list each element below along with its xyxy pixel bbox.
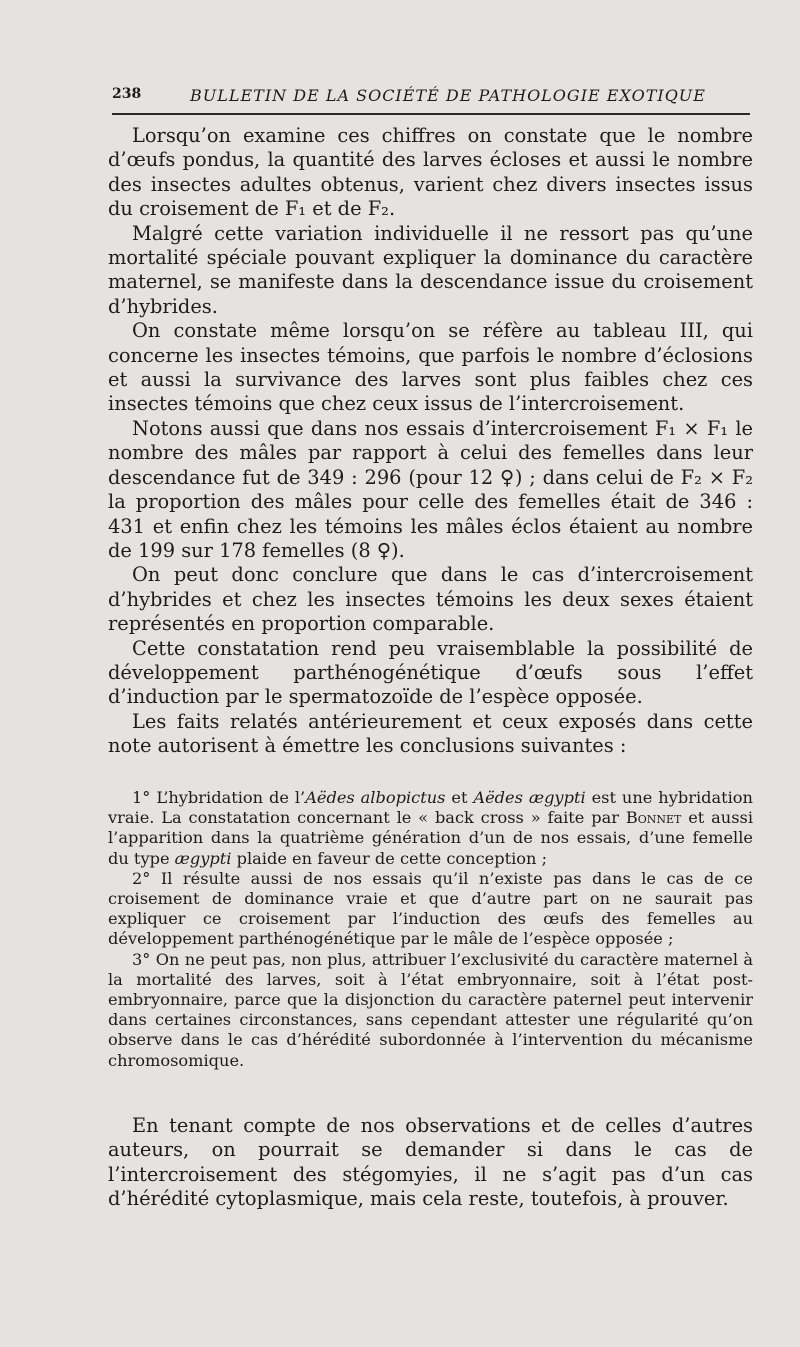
paragraph-8: En tenant compte de nos observations et de celles d’autres auteurs, on pourrait se demander si dans le cas de l’intercroisement des stégomyies, il ne s’agit pas d’un cas d’hérédité cytoplasmique, mais cela reste, toutefois, à prouver. (108, 1114, 753, 1211)
conclusion-3: 3° On ne peut pas, non plus, attribuer l’exclusivité du caractère maternel à la mortalité des larves, soit à l’état embryonnaire, soit à l’état post-embryonnaire, parce que la disjonction du caractère paternel peut intervenir dans certaines circonstances, sans cependant attester une régularité qu’on observe dans le cas d’hérédité subordonnée à l’intervention du mécanisme chromosomique. (108, 949, 753, 1070)
page-header (112, 80, 752, 110)
conclusion-1-number: 1° (132, 788, 151, 807)
species-name: Aëdes albopictus (305, 788, 446, 807)
conclusion-2: 2° Il résulte aussi de nos essais qu’il n’existe pas dans le cas de ce croisement de dominance vraie et que d’autre part on ne saurait pas expliquer ce croisement par l’induction des œufs des femelles au développement parthénogénétique par le mâle de l’espèce opposée ; (108, 868, 753, 949)
species-name: ægypti (174, 848, 232, 868)
paragraph-2: Malgré cette variation individuelle il ne ressort pas qu’une mortalité spéciale pouvant expliquer la dominance du caractère maternel, se manifeste dans la descendance issue du croisement d’hybrides. (108, 221, 753, 318)
paragraph-6: Cette constatation rend peu vraisemblable la possibilité de développement parthénogénétique d’œufs sous l’effet d’induction par le spermatozoïde de l’espèce opposée. (108, 636, 753, 709)
author-name: Bonnet (625, 808, 682, 828)
main-text (108, 124, 753, 759)
header-rule (112, 113, 750, 115)
running-title: BULLETIN DE LA SOCIÉTÉ DE PATHOLOGIE EXOTIQUE (190, 86, 706, 105)
paragraph-7: Les faits relatés antérieurement et ceux exposés dans cette note autorisent à émettre les conclusions suivantes : (108, 709, 753, 758)
paragraph-1: Lorsqu’on examine ces chiffres on constate que le nombre d’œufs pondus, la quantité des larves écloses et aussi le nombre des insectes adultes obtenus, varient chez divers insectes issus du croisement de F₁ et de F₂. (108, 124, 753, 221)
page-number: 238 (112, 86, 142, 102)
closing-text (108, 1114, 753, 1212)
paragraph-5: On peut donc conclure que dans le cas d’intercroisement d’hybrides et chez les insectes témoins les deux sexes étaient représentés en proportion comparable. (108, 563, 753, 636)
paragraph-4: Notons aussi que dans nos essais d’intercroisement F₁ × F₁ le nombre des mâles par rapport à celui des femelles dans leur descendance fut de 349 : 296 (pour 12 ♀) ; dans celui de F₂ × F₂ la proportion des mâles pour celle des femelles était de 346 : 431 et enfin chez les témoins les mâles éclos étaient au nombre de 199 sur 178 femelles (8 ♀). (108, 416, 753, 562)
species-name: Aëdes ægypti (473, 788, 586, 807)
conclusion-1: 1° L’hybridation de l’Aëdes albopictus et Aëdes ægypti est une hybridation vraie. La constatation concernant le « back cross » faite par Bonnet et aussi l’apparition dans la quatrième génération d’un de nos essais, d’une femelle du type ægypti plaide en faveur de cette conception ; (108, 788, 753, 868)
paragraph-3: On constate même lorsqu’on se réfère au tableau III, qui concerne les insectes témoins, que parfois le nombre d’éclosions et aussi la survivance des larves sont plus faibles chez ces insectes témoins que chez ceux issus de l’intercroisement. (108, 319, 753, 416)
conclusions-list (108, 788, 753, 1071)
